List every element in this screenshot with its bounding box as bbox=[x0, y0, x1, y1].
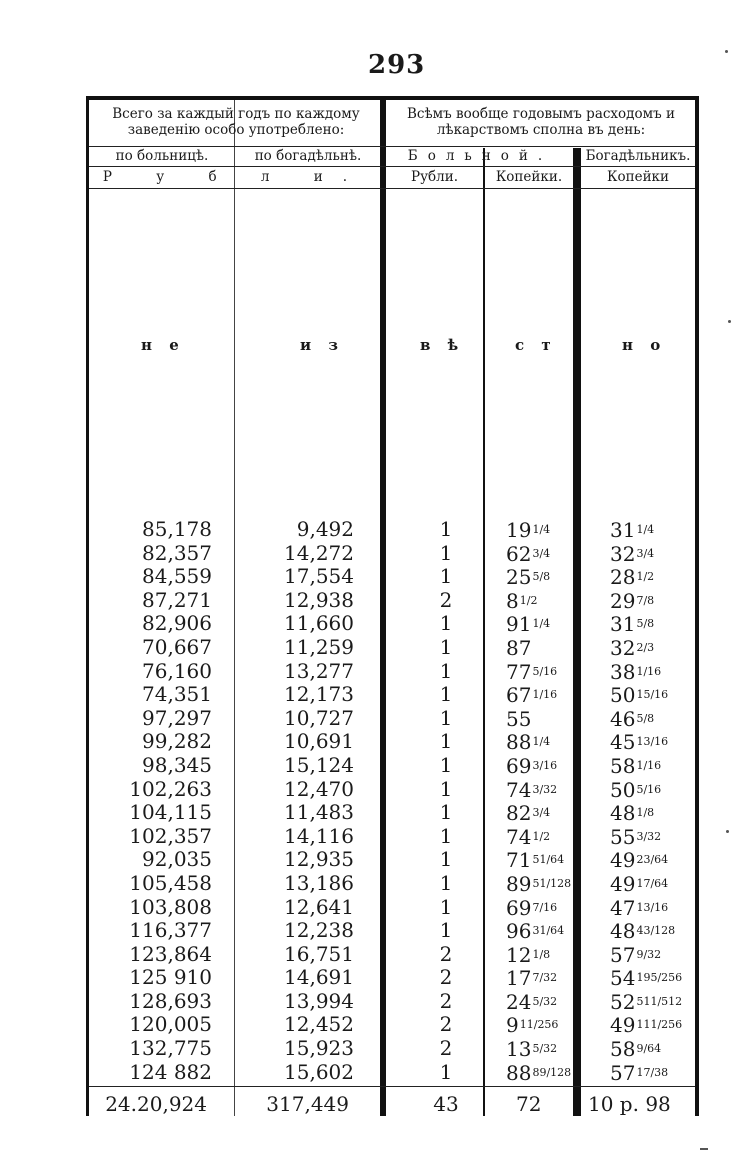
cell-hospital: 70,667 bbox=[142, 634, 212, 659]
cell-alms-whole: 49 bbox=[610, 1013, 636, 1038]
cell-hospital: 92,035 bbox=[142, 847, 212, 872]
table-row bbox=[86, 707, 699, 731]
cell-alms-whole: 48 bbox=[610, 919, 636, 944]
cell-alms-whole: 57 bbox=[610, 942, 636, 967]
cell-kop-whole: 13 bbox=[506, 1037, 532, 1062]
cell-hospital: 87,271 bbox=[142, 587, 212, 612]
cell-alms-fraction: 43/128 bbox=[636, 924, 676, 938]
cell-kop-fraction: 3/32 bbox=[532, 782, 558, 796]
cell-alms bbox=[610, 872, 668, 897]
totals-rule bbox=[89, 1086, 695, 1087]
cell-hospital: 84,559 bbox=[142, 564, 212, 589]
cell-hospital: 76,160 bbox=[142, 658, 212, 683]
cell-almshouse: 12,641 bbox=[284, 894, 354, 919]
cell-kop bbox=[506, 778, 557, 803]
totals-row bbox=[86, 1092, 699, 1116]
cell-alms bbox=[610, 1037, 661, 1062]
cell-almshouse: 9,492 bbox=[296, 517, 354, 541]
cell-alms bbox=[610, 943, 661, 968]
table-row bbox=[86, 542, 699, 566]
cell-kop bbox=[506, 1013, 558, 1038]
cell-kop-fraction: 3/16 bbox=[532, 758, 558, 772]
header-col-almsman: Богадѣльникъ. bbox=[585, 148, 691, 164]
cell-kop bbox=[506, 966, 557, 991]
cell-kop-whole: 9 bbox=[506, 1013, 519, 1038]
cell-rub: 1 bbox=[439, 705, 453, 730]
cell-alms-fraction: 17/38 bbox=[636, 1065, 669, 1079]
cell-hospital: 116,377 bbox=[129, 918, 212, 943]
cell-kop-fraction: 1/8 bbox=[532, 947, 551, 961]
page-number: 293 bbox=[368, 50, 426, 80]
cell-alms-whole: 31 bbox=[610, 518, 636, 542]
column-letters-1: н е bbox=[141, 336, 185, 354]
column-letters-5: н о bbox=[622, 336, 667, 354]
cell-alms bbox=[610, 966, 682, 991]
cell-hospital: 128,693 bbox=[129, 988, 212, 1013]
cell-rub: 1 bbox=[439, 1059, 453, 1084]
header-col-patient: Больной. bbox=[407, 148, 553, 164]
cell-kop-whole: 88 bbox=[506, 730, 532, 755]
total-almshouse: 317,449 bbox=[266, 1092, 349, 1116]
cell-alms bbox=[610, 660, 661, 685]
header-rule-1 bbox=[89, 146, 695, 147]
cell-alms-whole: 52 bbox=[610, 989, 636, 1014]
cell-alms-fraction: 195/256 bbox=[636, 971, 683, 985]
header-rule-3 bbox=[89, 188, 695, 189]
cell-rub: 1 bbox=[439, 564, 453, 589]
cell-alms-fraction: 1/16 bbox=[636, 758, 662, 772]
cell-kop-fraction: 7/16 bbox=[532, 900, 558, 914]
cell-rub: 1 bbox=[439, 918, 453, 943]
cell-almshouse: 13,277 bbox=[284, 658, 354, 683]
cell-rub: 1 bbox=[439, 682, 453, 707]
cell-kop bbox=[506, 754, 557, 779]
cell-alms-whole: 29 bbox=[610, 588, 636, 613]
cell-hospital: 102,357 bbox=[129, 823, 212, 848]
table-row bbox=[86, 896, 699, 920]
cell-kop-fraction: 51/128 bbox=[532, 876, 572, 890]
cell-kop bbox=[506, 1037, 557, 1062]
cell-almshouse: 16,751 bbox=[284, 941, 354, 966]
total-alms: 10 р. 98 bbox=[588, 1092, 671, 1116]
header-group-left: Всего за каждый годъ по каждому заведенію особо употреблено: bbox=[112, 106, 360, 138]
cell-alms bbox=[610, 848, 668, 873]
total-kop: 72 bbox=[516, 1092, 542, 1116]
cell-alms-fraction: 3/4 bbox=[636, 546, 655, 560]
cell-hospital: 124 882 bbox=[129, 1059, 212, 1084]
cell-hospital: 132,775 bbox=[129, 1036, 212, 1061]
cell-almshouse: 12,173 bbox=[284, 682, 354, 707]
cell-hospital: 120,005 bbox=[129, 1012, 212, 1037]
cell-almshouse: 11,660 bbox=[284, 611, 354, 636]
cell-rub: 1 bbox=[439, 752, 453, 777]
cell-kop-fraction: 5/16 bbox=[532, 664, 558, 678]
cell-rub: 1 bbox=[439, 517, 453, 541]
cell-kop-whole: 91 bbox=[506, 612, 532, 637]
cell-rub: 1 bbox=[439, 658, 453, 683]
table-row bbox=[86, 990, 699, 1014]
cell-kop-whole: 77 bbox=[506, 659, 532, 684]
table-row bbox=[86, 872, 699, 896]
cell-alms-whole: 45 bbox=[610, 730, 636, 755]
cell-kop-whole: 69 bbox=[506, 895, 532, 920]
cell-almshouse: 14,272 bbox=[284, 540, 354, 565]
cell-kop-fraction: 1/4 bbox=[532, 735, 551, 749]
cell-kop bbox=[506, 896, 557, 921]
cell-alms bbox=[610, 801, 654, 826]
cell-kop-whole: 71 bbox=[506, 848, 532, 873]
cell-rub: 1 bbox=[439, 611, 453, 636]
table-row bbox=[86, 919, 699, 943]
cell-kop bbox=[506, 848, 564, 873]
print-speck bbox=[700, 1148, 708, 1150]
cell-alms-fraction: 17/64 bbox=[636, 876, 669, 890]
cell-kop-whole: 87 bbox=[506, 635, 532, 660]
table-row bbox=[86, 778, 699, 802]
cell-kop-whole: 89 bbox=[506, 871, 532, 896]
cell-almshouse: 11,259 bbox=[284, 634, 354, 659]
cell-alms bbox=[610, 565, 654, 590]
cell-hospital: 104,115 bbox=[129, 800, 212, 825]
cell-kop bbox=[506, 943, 550, 968]
table-row bbox=[86, 1061, 699, 1085]
expense-table bbox=[86, 96, 699, 1116]
cell-kop-fraction: 1/2 bbox=[532, 829, 551, 843]
cell-alms-fraction: 1/8 bbox=[636, 806, 655, 820]
cell-kop-whole: 67 bbox=[506, 683, 532, 708]
cell-alms-whole: 57 bbox=[610, 1060, 636, 1085]
cell-kop-whole: 12 bbox=[506, 942, 532, 967]
cell-alms-fraction: 511/512 bbox=[636, 994, 683, 1008]
cell-hospital: 85,178 bbox=[142, 517, 212, 541]
table-row bbox=[86, 848, 699, 872]
cell-alms-fraction: 15/16 bbox=[636, 688, 669, 702]
column-letters-4: с т bbox=[515, 336, 557, 354]
cell-alms-whole: 55 bbox=[610, 824, 636, 849]
cell-alms bbox=[610, 1061, 668, 1086]
cell-kop bbox=[506, 825, 550, 850]
cell-kop-whole: 74 bbox=[506, 824, 532, 849]
column-letters-2: и з bbox=[300, 336, 344, 354]
cell-almshouse: 12,238 bbox=[284, 918, 354, 943]
cell-alms-fraction: 1/2 bbox=[636, 570, 655, 584]
cell-alms bbox=[610, 825, 661, 850]
cell-alms-fraction: 9/32 bbox=[636, 947, 662, 961]
cell-kop bbox=[506, 1061, 571, 1086]
cell-alms-fraction: 5/8 bbox=[636, 617, 655, 631]
cell-kop-fraction: 1/2 bbox=[519, 593, 538, 607]
cell-kop-whole: 69 bbox=[506, 753, 532, 778]
cell-rub: 2 bbox=[439, 941, 453, 966]
cell-rub: 2 bbox=[439, 1012, 453, 1037]
print-speck bbox=[726, 830, 729, 833]
cell-hospital: 82,357 bbox=[142, 540, 212, 565]
cell-alms-whole: 32 bbox=[610, 541, 636, 566]
cell-almshouse: 15,602 bbox=[284, 1059, 354, 1084]
cell-almshouse: 15,124 bbox=[284, 752, 354, 777]
cell-alms bbox=[610, 730, 668, 755]
cell-kop-whole: 8 bbox=[506, 588, 519, 613]
table-row bbox=[86, 825, 699, 849]
cell-alms-whole: 54 bbox=[610, 966, 636, 991]
cell-kop-whole: 25 bbox=[506, 565, 532, 590]
table-row bbox=[86, 966, 699, 990]
cell-rub: 1 bbox=[439, 894, 453, 919]
cell-almshouse: 13,186 bbox=[284, 870, 354, 895]
cell-kop-fraction: 89/128 bbox=[532, 1065, 572, 1079]
cell-kop-whole: 19 bbox=[506, 518, 532, 542]
cell-alms-whole: 46 bbox=[610, 706, 636, 731]
cell-kop-whole: 55 bbox=[506, 706, 532, 731]
cell-kop bbox=[506, 660, 557, 685]
header-col-hospital: по больницѣ. bbox=[115, 148, 209, 164]
cell-alms bbox=[610, 990, 682, 1015]
cell-almshouse: 15,923 bbox=[284, 1036, 354, 1061]
unit-kopecks: Копейки. bbox=[495, 169, 563, 185]
cell-almshouse: 12,452 bbox=[284, 1012, 354, 1037]
cell-rub: 2 bbox=[439, 1036, 453, 1061]
cell-alms-fraction: 23/64 bbox=[636, 853, 669, 867]
cell-rub: 1 bbox=[439, 729, 453, 754]
cell-kop bbox=[506, 919, 564, 944]
cell-rub: 1 bbox=[439, 823, 453, 848]
total-hospital: 24.20,924 bbox=[105, 1092, 207, 1116]
cell-hospital: 97,297 bbox=[142, 705, 212, 730]
cell-kop bbox=[506, 730, 550, 755]
cell-rub: 1 bbox=[439, 847, 453, 872]
cell-kop-whole: 82 bbox=[506, 801, 532, 826]
cell-kop bbox=[506, 612, 550, 637]
cell-almshouse: 14,116 bbox=[284, 823, 354, 848]
table-row bbox=[86, 660, 699, 684]
cell-kop-fraction: 31/64 bbox=[532, 924, 565, 938]
cell-rub: 1 bbox=[439, 540, 453, 565]
cell-almshouse: 17,554 bbox=[284, 564, 354, 589]
table-row bbox=[86, 1013, 699, 1037]
cell-alms-whole: 58 bbox=[610, 753, 636, 778]
cell-alms bbox=[610, 778, 661, 803]
cell-rub: 1 bbox=[439, 634, 453, 659]
cell-kop-whole: 62 bbox=[506, 541, 532, 566]
unit-kopecks-almsman: Копейки bbox=[607, 169, 669, 185]
cell-hospital: 103,808 bbox=[129, 894, 212, 919]
cell-alms-fraction: 1/4 bbox=[636, 523, 655, 536]
cell-almshouse: 13,994 bbox=[284, 988, 354, 1013]
unit-roubles: Рубли. bbox=[410, 169, 459, 185]
cell-alms-whole: 50 bbox=[610, 683, 636, 708]
cell-alms-fraction: 111/256 bbox=[636, 1018, 683, 1032]
cell-alms-whole: 50 bbox=[610, 777, 636, 802]
cell-rub: 2 bbox=[439, 988, 453, 1013]
cell-alms-fraction: 5/16 bbox=[636, 782, 662, 796]
cell-kop-fraction: 5/32 bbox=[532, 994, 558, 1008]
cell-hospital: 99,282 bbox=[142, 729, 212, 754]
cell-hospital: 98,345 bbox=[142, 752, 212, 777]
column-letters-3: в ѣ bbox=[420, 336, 465, 354]
cell-kop-fraction: 5/8 bbox=[532, 570, 551, 584]
cell-kop-fraction: 3/4 bbox=[532, 806, 551, 820]
cell-alms bbox=[610, 707, 654, 732]
header-col-almshouse: по богадѣльнѣ. bbox=[254, 148, 362, 164]
cell-kop-fraction: 11/256 bbox=[519, 1018, 559, 1032]
header-rule-2 bbox=[89, 166, 695, 167]
cell-kop bbox=[506, 589, 537, 614]
cell-kop-fraction: 1/4 bbox=[532, 617, 551, 631]
cell-alms-whole: 31 bbox=[610, 612, 636, 637]
table-row bbox=[86, 801, 699, 825]
cell-alms bbox=[610, 636, 654, 661]
cell-alms-whole: 38 bbox=[610, 659, 636, 684]
cell-kop-whole: 24 bbox=[506, 989, 532, 1014]
cell-almshouse: 10,727 bbox=[284, 705, 354, 730]
cell-kop bbox=[506, 683, 557, 708]
cell-kop-whole: 96 bbox=[506, 919, 532, 944]
cell-alms-whole: 49 bbox=[610, 871, 636, 896]
table-row bbox=[86, 589, 699, 613]
data-rows bbox=[86, 518, 699, 1084]
cell-kop bbox=[506, 542, 550, 567]
cell-kop-fraction: 1/4 bbox=[532, 523, 551, 536]
cell-hospital: 125 910 bbox=[129, 965, 212, 990]
cell-alms-fraction: 9/64 bbox=[636, 1042, 662, 1056]
print-speck bbox=[725, 50, 728, 53]
table-row bbox=[86, 683, 699, 707]
cell-alms-whole: 58 bbox=[610, 1037, 636, 1062]
cell-alms bbox=[610, 612, 654, 637]
cell-kop bbox=[506, 636, 532, 661]
cell-kop-whole: 88 bbox=[506, 1060, 532, 1085]
cell-rub: 1 bbox=[439, 800, 453, 825]
cell-almshouse: 14,691 bbox=[284, 965, 354, 990]
print-speck bbox=[728, 320, 731, 323]
table-row bbox=[86, 565, 699, 589]
cell-rub: 2 bbox=[439, 587, 453, 612]
cell-almshouse: 10,691 bbox=[284, 729, 354, 754]
cell-kop-whole: 17 bbox=[506, 966, 532, 991]
cell-kop bbox=[506, 707, 532, 732]
cell-almshouse: 12,935 bbox=[284, 847, 354, 872]
cell-almshouse: 11,483 bbox=[284, 800, 354, 825]
cell-almshouse: 12,938 bbox=[284, 587, 354, 612]
cell-kop bbox=[506, 990, 557, 1015]
cell-alms-fraction: 13/16 bbox=[636, 900, 669, 914]
cell-kop-fraction: 7/32 bbox=[532, 971, 558, 985]
cell-alms bbox=[610, 518, 654, 543]
cell-hospital: 123,864 bbox=[129, 941, 212, 966]
cell-kop-fraction: 1/16 bbox=[532, 688, 558, 702]
cell-alms-whole: 32 bbox=[610, 635, 636, 660]
cell-alms-whole: 47 bbox=[610, 895, 636, 920]
cell-alms bbox=[610, 919, 675, 944]
cell-kop-fraction: 3/4 bbox=[532, 546, 551, 560]
cell-alms bbox=[610, 542, 654, 567]
table-row bbox=[86, 612, 699, 636]
cell-alms-fraction: 7/8 bbox=[636, 593, 655, 607]
cell-alms-fraction: 5/8 bbox=[636, 711, 655, 725]
cell-kop-fraction: 51/64 bbox=[532, 853, 565, 867]
table-row bbox=[86, 943, 699, 967]
cell-almshouse: 12,470 bbox=[284, 776, 354, 801]
table-row bbox=[86, 636, 699, 660]
cell-alms bbox=[610, 1013, 682, 1038]
cell-alms bbox=[610, 683, 668, 708]
cell-rub: 2 bbox=[439, 965, 453, 990]
cell-alms-fraction: 13/16 bbox=[636, 735, 669, 749]
cell-hospital: 74,351 bbox=[142, 682, 212, 707]
cell-kop-fraction: 5/32 bbox=[532, 1042, 558, 1056]
cell-hospital: 82,906 bbox=[142, 611, 212, 636]
cell-hospital: 102,263 bbox=[129, 776, 212, 801]
cell-kop bbox=[506, 518, 550, 543]
total-rub: 43 bbox=[433, 1092, 459, 1116]
cell-kop bbox=[506, 801, 550, 826]
cell-alms-whole: 48 bbox=[610, 801, 636, 826]
table-row bbox=[86, 1037, 699, 1061]
cell-alms-whole: 49 bbox=[610, 848, 636, 873]
cell-alms-whole: 28 bbox=[610, 565, 636, 590]
cell-rub: 1 bbox=[439, 776, 453, 801]
cell-hospital: 105,458 bbox=[129, 870, 212, 895]
cell-alms bbox=[610, 754, 661, 779]
cell-rub: 1 bbox=[439, 870, 453, 895]
header-group-right: Всѣмъ вообще годовымъ расходомъ и лѣкарствомъ сполна въ день: bbox=[407, 106, 675, 138]
cell-alms bbox=[610, 589, 654, 614]
cell-alms-fraction: 1/16 bbox=[636, 664, 662, 678]
table-row bbox=[86, 730, 699, 754]
unit-roubles-spread: Р у б л и. bbox=[102, 169, 368, 185]
cell-alms-fraction: 3/32 bbox=[636, 829, 662, 843]
cell-kop bbox=[506, 872, 571, 897]
cell-alms bbox=[610, 896, 668, 921]
table-row bbox=[86, 754, 699, 778]
table-row bbox=[86, 518, 699, 542]
cell-kop-whole: 74 bbox=[506, 777, 532, 802]
cell-alms-fraction: 2/3 bbox=[636, 640, 655, 654]
cell-kop bbox=[506, 565, 550, 590]
